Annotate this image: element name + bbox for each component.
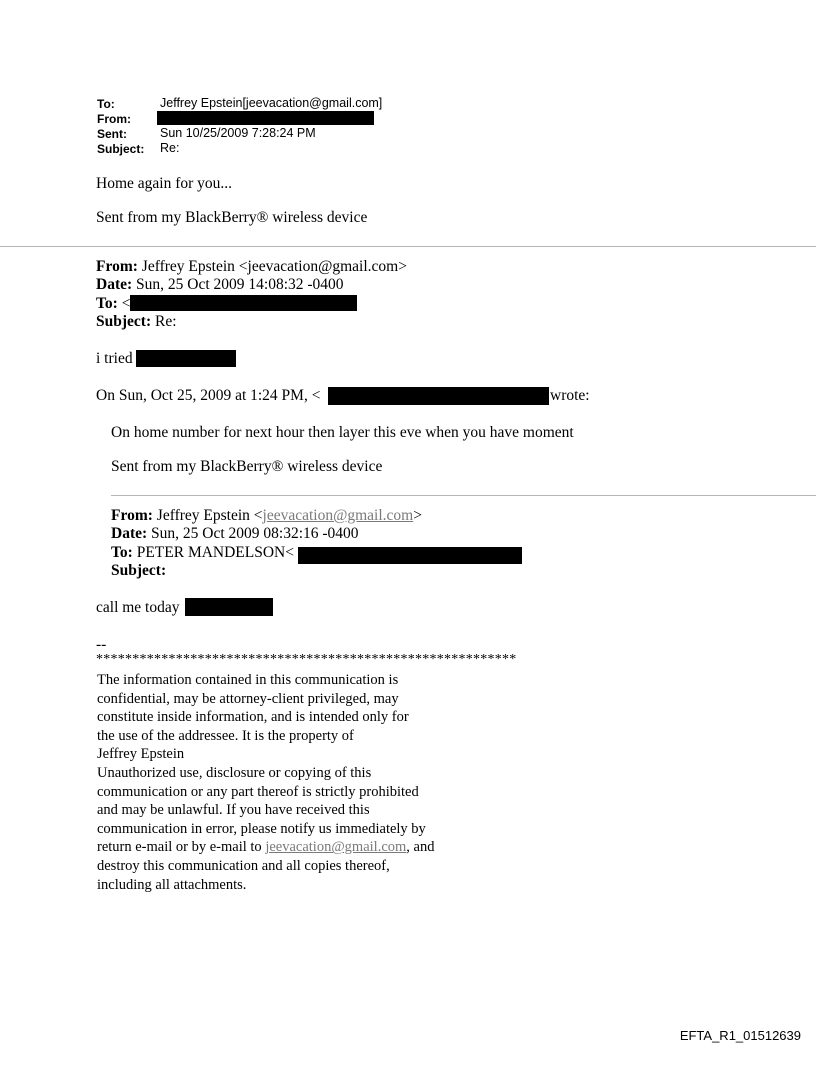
redaction-bar: [298, 547, 522, 564]
from-value-suffix: >: [413, 507, 422, 524]
from-line: [96, 258, 407, 276]
date-value: Sun, 25 Oct 2009 14:08:32 -0400: [136, 276, 344, 293]
divider: [0, 246, 816, 247]
from-label: From:: [97, 112, 131, 126]
disclaimer-line: the use of the addressee. It is the property of: [97, 727, 354, 744]
to-value: Jeffrey Epstein[jeevacation@gmail.com]: [160, 96, 383, 110]
disclaimer-line-prefix: return e-mail or by e-mail to: [97, 839, 266, 856]
quoted-body: On home number for next hour then layer this eve when you have moment: [111, 424, 574, 441]
disclaimer-line: [97, 838, 517, 857]
from-value-prefix: Jeffrey Epstein <: [156, 507, 263, 524]
disclaimer-line: Jeffrey Epstein: [97, 746, 185, 763]
disclaimer-line: communication in error, please notify us immediately by: [97, 820, 426, 837]
redaction-bar: [157, 111, 374, 125]
to-value: <: [121, 295, 131, 312]
from-line: [111, 507, 422, 525]
subject-value: Re:: [160, 141, 180, 155]
to-label: To:: [96, 295, 118, 312]
signature: Sent from my BlackBerry® wireless device: [96, 209, 368, 226]
to-line: [96, 295, 130, 313]
sent-value: Sun 10/25/2009 7:28:24 PM: [160, 126, 316, 140]
redaction-bar: [185, 598, 273, 616]
email-link[interactable]: jeevacation@gmail.com: [265, 839, 407, 856]
quote-intro: On Sun, Oct 25, 2009 at 1:24 PM, <: [96, 387, 321, 404]
from-label: From:: [111, 507, 153, 524]
redaction-bar: [328, 387, 549, 405]
date-label: Date:: [111, 525, 148, 542]
disclaimer-line: constitute inside information, and is intended only for: [97, 709, 409, 726]
to-label: To:: [111, 544, 133, 561]
disclaimer-line: The information contained in this communication is: [97, 672, 399, 688]
quote-intro-end: wrote:: [550, 387, 590, 404]
subject-value: Re:: [154, 313, 177, 330]
confidentiality-disclaimer: [97, 671, 517, 894]
document-id: EFTA_R1_01512639: [679, 1028, 801, 1043]
date-label: Date:: [96, 276, 133, 293]
subject-label: Subject:: [111, 562, 167, 579]
message-body: call me today: [96, 599, 180, 616]
date-line: [111, 525, 359, 543]
from-email-link[interactable]: jeevacation@gmail.com: [262, 507, 414, 524]
quoted-signature: Sent from my BlackBerry® wireless device: [111, 458, 383, 475]
disclaimer-line: including all attachments.: [97, 876, 247, 893]
divider: [111, 495, 816, 496]
disclaimer-line: and may be unlawful. If you have received this: [97, 802, 370, 819]
subject-line: [96, 313, 177, 331]
disclaimer-line: communication or any part thereof is strictly prohibited: [97, 783, 419, 800]
date-value: Sun, 25 Oct 2009 08:32:16 -0400: [151, 525, 359, 542]
from-value: Jeffrey Epstein <jeevacation@gmail.com>: [141, 258, 407, 275]
disclaimer-line: Unauthorized use, disclosure or copying of this: [97, 764, 372, 781]
star-line: **********************************************************: [96, 652, 517, 667]
redaction-bar: [130, 295, 357, 311]
message-body: Home again for you...: [96, 175, 233, 192]
sent-label: Sent:: [97, 127, 127, 141]
message-body: i tried: [96, 350, 133, 367]
to-value: PETER MANDELSON<: [136, 544, 294, 561]
date-line: [96, 276, 344, 294]
from-label: From:: [96, 258, 138, 275]
disclaimer-line: confidential, may be attorney-client privileged, may: [97, 690, 399, 707]
subject-label: Subject:: [97, 142, 145, 156]
separator: --: [96, 636, 107, 653]
redaction-bar: [136, 350, 236, 367]
to-label: To:: [97, 97, 115, 111]
to-line: [111, 544, 294, 562]
disclaimer-line-suffix: , and: [406, 839, 435, 856]
subject-label: Subject:: [96, 313, 152, 330]
disclaimer-line: destroy this communication and all copies thereof,: [97, 857, 390, 874]
subject-line: [111, 562, 166, 580]
